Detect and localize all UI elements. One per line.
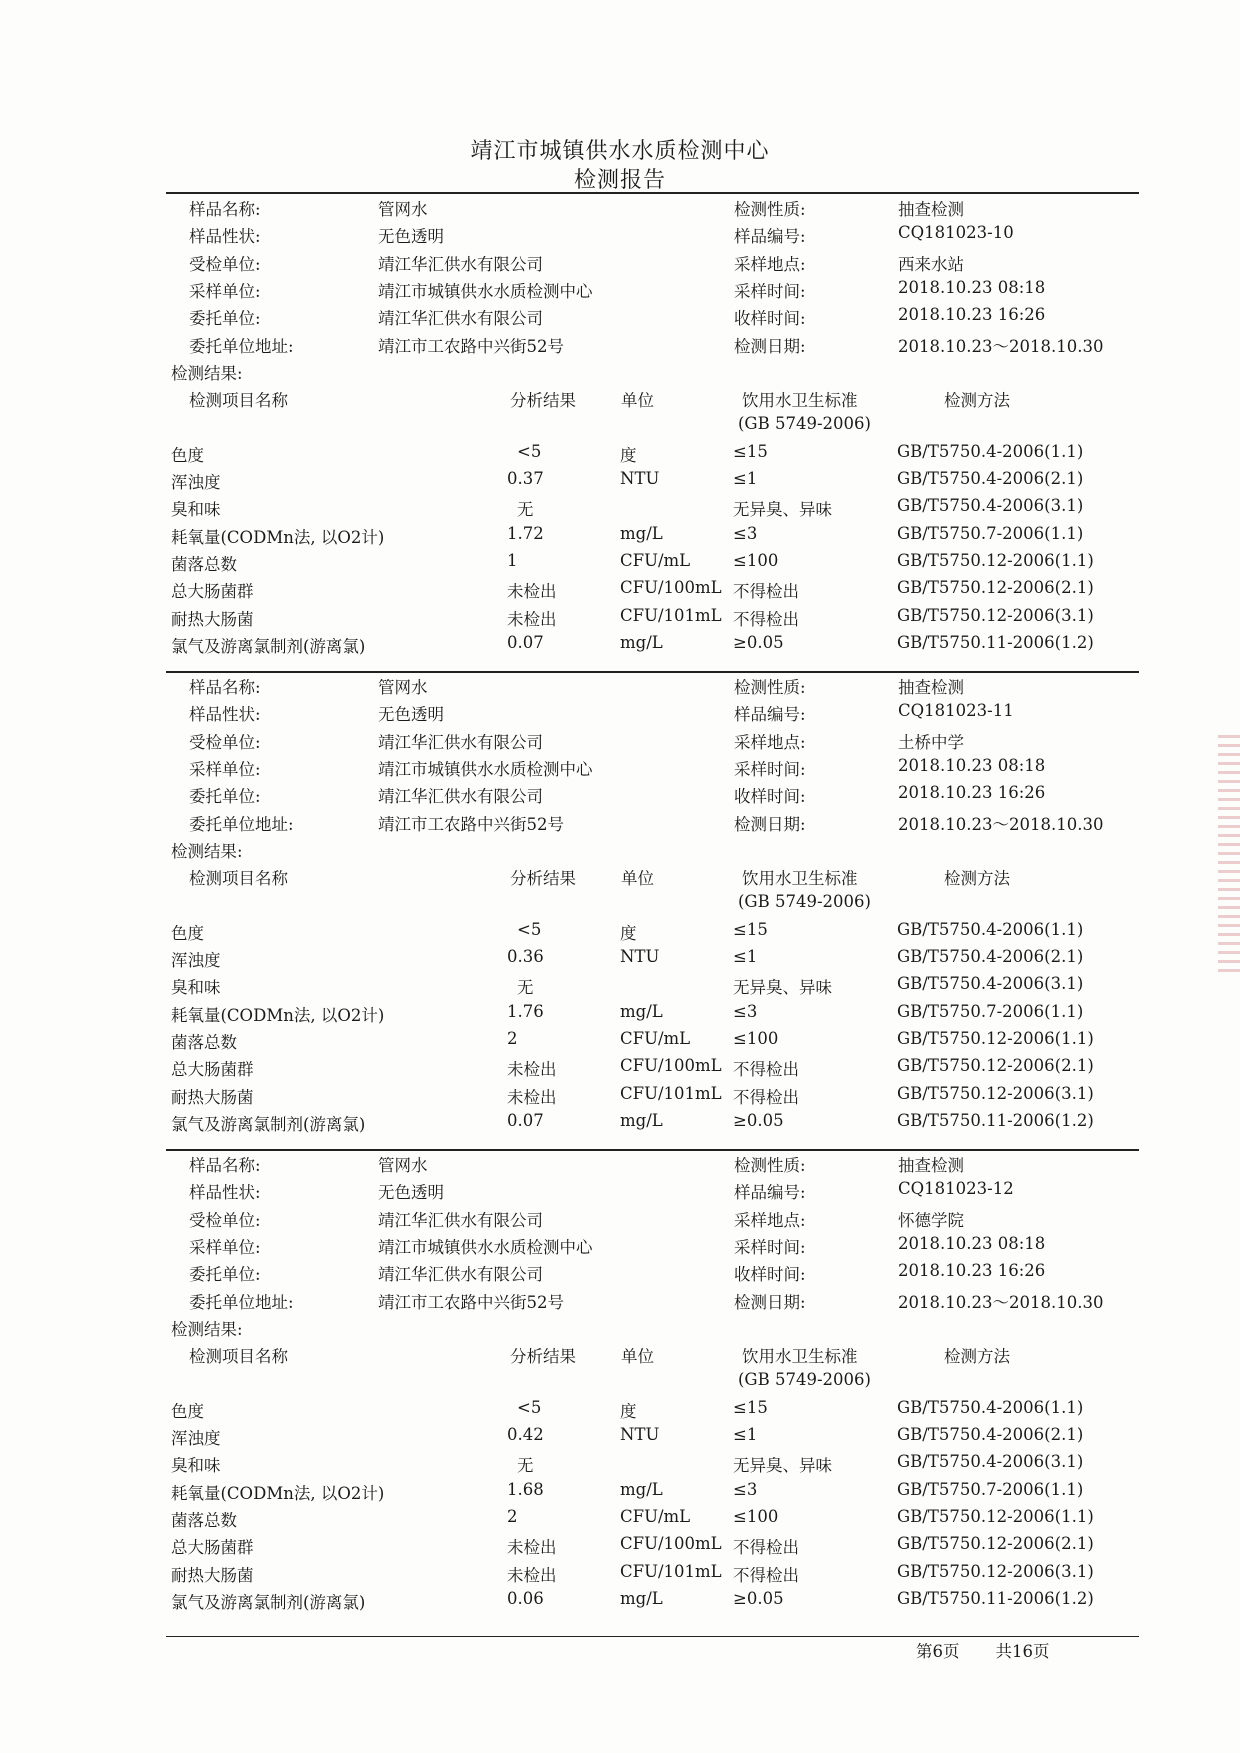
result-row — [0, 524, 1240, 548]
info-label: 采样单位: — [189, 1237, 261, 1257]
item-name: 臭和味 — [171, 1456, 221, 1476]
item-name: 耐热大肠菌 — [171, 1087, 254, 1107]
column-subheader-row — [0, 414, 1240, 438]
info-label: 检测性质: — [734, 678, 806, 697]
column-subheader-row — [0, 892, 1240, 916]
item-method: GB/T5750.12-2006(1.1) — [897, 550, 1094, 570]
seal-edge — [1218, 735, 1240, 975]
item-standard: 无异臭、异味 — [733, 500, 832, 520]
result-row — [0, 1589, 1240, 1613]
column-header: 分析结果 — [510, 1347, 576, 1367]
info-row — [0, 223, 1240, 247]
item-method: GB/T5750.7-2006(1.1) — [897, 1001, 1084, 1021]
column-header: 检测方法 — [944, 391, 1010, 411]
header-rule — [166, 192, 1139, 194]
column-header: 饮用水卫生标准 — [742, 869, 858, 889]
section-rule — [166, 1149, 1139, 1151]
info-value: 2018.10.23 16:26 — [898, 783, 1046, 803]
item-standard: ≤1 — [733, 469, 758, 488]
info-value: 靖江华汇供水有限公司 — [378, 732, 543, 752]
result-row — [0, 1507, 1240, 1531]
item-result: 0.36 — [507, 947, 544, 966]
item-unit: CFU/101mL — [620, 605, 722, 625]
column-header: 分析结果 — [510, 869, 576, 889]
info-row — [0, 305, 1240, 329]
item-result: 0.42 — [507, 1425, 544, 1444]
item-name: 浑浊度 — [171, 951, 221, 970]
info-label: 样品编号: — [734, 705, 806, 725]
info-value: 靖江华汇供水有限公司 — [378, 787, 543, 807]
item-standard: 不得检出 — [733, 1565, 799, 1585]
item-result: 无 — [517, 1456, 534, 1476]
info-label: 样品名称: — [189, 1156, 261, 1175]
result-row — [0, 496, 1240, 520]
info-label: 收样时间: — [734, 1265, 806, 1285]
column-header-row — [0, 1343, 1240, 1367]
item-result: <5 — [517, 1397, 542, 1417]
item-result: 0.06 — [507, 1588, 544, 1608]
item-method: GB/T5750.4-2006(3.1) — [897, 496, 1084, 516]
item-unit: CFU/mL — [620, 550, 691, 570]
info-label: 受检单位: — [189, 1210, 261, 1230]
item-name: 浑浊度 — [171, 1429, 221, 1448]
info-label: 样品性状: — [189, 705, 261, 725]
result-row — [0, 1534, 1240, 1558]
item-result: 0.07 — [507, 1110, 544, 1130]
info-value: 靖江华汇供水有限公司 — [378, 254, 543, 274]
item-method: GB/T5750.4-2006(1.1) — [897, 441, 1084, 461]
column-header: 检测方法 — [944, 1347, 1010, 1367]
item-unit: mg/L — [620, 1001, 663, 1021]
info-label: 检测性质: — [734, 200, 806, 219]
info-label: 受检单位: — [189, 254, 261, 274]
item-name: 耗氧量(CODMn法, 以O2计) — [171, 527, 385, 547]
info-value: 2018.10.23 08:18 — [898, 1233, 1046, 1253]
item-method: GB/T5750.12-2006(3.1) — [897, 605, 1094, 625]
column-header: 单位 — [621, 1347, 654, 1367]
item-standard: ≥0.05 — [733, 632, 784, 652]
item-method: GB/T5750.7-2006(1.1) — [897, 523, 1084, 543]
info-row — [0, 196, 1240, 220]
item-unit: NTU — [620, 1425, 660, 1444]
item-method: GB/T5750.12-2006(3.1) — [897, 1561, 1094, 1581]
column-header: 检测项目名称 — [189, 1347, 288, 1367]
item-unit: 度 — [620, 445, 637, 465]
info-value: 2018.10.23 08:18 — [898, 755, 1046, 775]
item-result: 无 — [517, 500, 534, 520]
item-result: <5 — [517, 441, 542, 461]
item-name: 色度 — [171, 1401, 204, 1421]
item-result: 1.76 — [507, 1001, 544, 1021]
item-unit: 度 — [620, 923, 637, 943]
info-label: 样品性状: — [189, 227, 261, 247]
column-subheader: (GB 5749-2006) — [738, 892, 871, 912]
item-name: 臭和味 — [171, 500, 221, 520]
item-result: 未检出 — [507, 1060, 557, 1080]
result-row — [0, 1029, 1240, 1053]
info-row — [0, 756, 1240, 780]
results-label: 检测结果: — [171, 363, 243, 383]
info-row — [0, 783, 1240, 807]
item-name: 耗氧量(CODMn法, 以O2计) — [171, 1483, 385, 1503]
item-standard: ≤1 — [733, 1425, 758, 1444]
info-value: 抽查检测 — [898, 678, 964, 697]
result-row — [0, 920, 1240, 944]
item-standard: 不得检出 — [733, 609, 799, 629]
item-name: 菌落总数 — [171, 1510, 237, 1530]
info-label: 样品名称: — [189, 678, 261, 697]
item-unit: NTU — [620, 947, 660, 966]
item-standard: ≤15 — [733, 1397, 768, 1417]
page-number: 第6页 — [916, 1642, 960, 1661]
item-result: 未检出 — [507, 1087, 557, 1107]
item-standard: 不得检出 — [733, 1538, 799, 1558]
info-row — [0, 333, 1240, 357]
column-header: 饮用水卫生标准 — [742, 391, 858, 411]
info-value: 靖江市城镇供水水质检测中心 — [378, 1237, 593, 1257]
item-unit: CFU/100mL — [620, 578, 722, 598]
results-heading — [0, 360, 1240, 384]
info-row — [0, 1207, 1240, 1231]
info-value: 靖江华汇供水有限公司 — [378, 309, 543, 329]
result-row — [0, 606, 1240, 630]
results-heading — [0, 1316, 1240, 1340]
info-value: 靖江市城镇供水水质检测中心 — [378, 281, 593, 301]
item-method: GB/T5750.4-2006(1.1) — [897, 919, 1084, 939]
item-standard: ≥0.05 — [733, 1110, 784, 1130]
item-unit: mg/L — [620, 632, 663, 652]
organization-name: 靖江市城镇供水水质检测中心 — [470, 139, 770, 164]
result-row — [0, 1056, 1240, 1080]
item-standard: ≤1 — [733, 947, 758, 966]
item-method: GB/T5750.12-2006(1.1) — [897, 1028, 1094, 1048]
column-header: 分析结果 — [510, 391, 576, 411]
info-value: 管网水 — [378, 200, 428, 219]
results-heading — [0, 838, 1240, 862]
info-label: 采样单位: — [189, 281, 261, 301]
item-unit: NTU — [620, 469, 660, 488]
result-row — [0, 469, 1240, 493]
item-unit: 度 — [620, 1401, 637, 1421]
info-label: 检测日期: — [734, 336, 806, 356]
item-method: GB/T5750.4-2006(3.1) — [897, 974, 1084, 994]
info-label: 委托单位: — [189, 1265, 261, 1285]
info-value: 靖江市工农路中兴街52号 — [378, 336, 564, 356]
item-name: 菌落总数 — [171, 1032, 237, 1052]
item-name: 菌落总数 — [171, 554, 237, 574]
info-label: 委托单位地址: — [189, 814, 294, 834]
column-subheader: (GB 5749-2006) — [738, 414, 871, 434]
item-method: GB/T5750.12-2006(2.1) — [897, 578, 1094, 598]
info-value: 怀德学院 — [898, 1210, 964, 1230]
column-header-row — [0, 387, 1240, 411]
item-result: 未检出 — [507, 1565, 557, 1585]
result-row — [0, 1562, 1240, 1586]
info-row — [0, 811, 1240, 835]
info-value: 无色透明 — [378, 227, 444, 247]
info-row — [0, 1152, 1240, 1176]
section-rule — [166, 671, 1139, 673]
info-value: 靖江市工农路中兴街52号 — [378, 1292, 564, 1312]
result-row — [0, 1084, 1240, 1108]
item-method: GB/T5750.4-2006(2.1) — [897, 469, 1084, 488]
item-name: 氯气及游离氯制剂(游离氯) — [171, 1114, 366, 1134]
report-title: 检测报告 — [573, 168, 666, 193]
item-method: GB/T5750.4-2006(1.1) — [897, 1397, 1084, 1417]
result-row — [0, 1480, 1240, 1504]
item-standard: 无异臭、异味 — [733, 978, 832, 998]
info-label: 受检单位: — [189, 732, 261, 752]
item-result: 1 — [507, 550, 518, 570]
item-method: GB/T5750.4-2006(2.1) — [897, 1425, 1084, 1444]
info-row — [0, 1234, 1240, 1258]
item-unit: CFU/100mL — [620, 1056, 722, 1076]
info-label: 样品性状: — [189, 1183, 261, 1203]
item-name: 氯气及游离氯制剂(游离氯) — [171, 1592, 366, 1612]
info-value: 无色透明 — [378, 705, 444, 725]
item-name: 耐热大肠菌 — [171, 1565, 254, 1585]
column-subheader-row — [0, 1370, 1240, 1394]
item-name: 浑浊度 — [171, 473, 221, 492]
info-value: 无色透明 — [378, 1183, 444, 1203]
result-row — [0, 551, 1240, 575]
info-value: CQ181023-12 — [898, 1179, 1014, 1199]
info-label: 委托单位: — [189, 309, 261, 329]
item-unit: CFU/101mL — [620, 1083, 722, 1103]
info-value: 2018.10.23～2018.10.30 — [898, 814, 1104, 834]
info-value: 靖江市城镇供水水质检测中心 — [378, 759, 593, 779]
info-value: 2018.10.23～2018.10.30 — [898, 1292, 1104, 1312]
item-standard: ≤15 — [733, 441, 768, 461]
item-standard: ≤15 — [733, 919, 768, 939]
info-row — [0, 278, 1240, 302]
page-footer — [916, 1638, 1086, 1662]
column-header: 饮用水卫生标准 — [742, 1347, 858, 1367]
item-name: 氯气及游离氯制剂(游离氯) — [171, 636, 366, 656]
column-header: 单位 — [621, 391, 654, 411]
info-label: 检测性质: — [734, 1156, 806, 1175]
info-value: 靖江市工农路中兴街52号 — [378, 814, 564, 834]
result-row — [0, 974, 1240, 998]
item-standard: ≥0.05 — [733, 1588, 784, 1608]
result-row — [0, 442, 1240, 466]
item-method: GB/T5750.12-2006(3.1) — [897, 1083, 1094, 1103]
item-result: 0.07 — [507, 632, 544, 652]
info-label: 采样时间: — [734, 281, 806, 301]
item-method: GB/T5750.12-2006(2.1) — [897, 1534, 1094, 1554]
info-label: 检测日期: — [734, 1292, 806, 1312]
item-standard: ≤100 — [733, 550, 779, 570]
item-name: 总大肠菌群 — [171, 1538, 254, 1558]
result-row — [0, 1398, 1240, 1422]
item-standard: ≤3 — [733, 1479, 758, 1499]
info-row — [0, 674, 1240, 698]
item-name: 色度 — [171, 445, 204, 465]
info-value: 2018.10.23 16:26 — [898, 1261, 1046, 1281]
info-label: 委托单位地址: — [189, 1292, 294, 1312]
item-unit: mg/L — [620, 1479, 663, 1499]
info-value: CQ181023-10 — [898, 223, 1014, 243]
info-label: 样品编号: — [734, 227, 806, 247]
item-result: <5 — [517, 919, 542, 939]
info-label: 检测日期: — [734, 814, 806, 834]
column-header: 检测项目名称 — [189, 391, 288, 411]
item-name: 总大肠菌群 — [171, 582, 254, 602]
result-row — [0, 578, 1240, 602]
item-name: 总大肠菌群 — [171, 1060, 254, 1080]
info-row — [0, 251, 1240, 275]
info-label: 采样时间: — [734, 759, 806, 779]
info-row — [0, 729, 1240, 753]
result-row — [0, 1452, 1240, 1476]
item-name: 耐热大肠菌 — [171, 609, 254, 629]
item-standard: ≤100 — [733, 1506, 779, 1526]
result-row — [0, 1002, 1240, 1026]
result-row — [0, 1111, 1240, 1135]
item-name: 耗氧量(CODMn法, 以O2计) — [171, 1005, 385, 1025]
item-result: 无 — [517, 978, 534, 998]
results-label: 检测结果: — [171, 841, 243, 861]
info-label: 采样地点: — [734, 1210, 806, 1230]
info-row — [0, 701, 1240, 725]
result-row — [0, 1425, 1240, 1449]
info-label: 样品编号: — [734, 1183, 806, 1203]
info-value: 抽查检测 — [898, 1156, 964, 1175]
item-method: GB/T5750.11-2006(1.2) — [897, 1110, 1094, 1130]
info-value: CQ181023-11 — [898, 701, 1014, 721]
info-label: 收样时间: — [734, 309, 806, 329]
info-label: 采样地点: — [734, 732, 806, 752]
item-name: 臭和味 — [171, 978, 221, 998]
item-method: GB/T5750.4-2006(3.1) — [897, 1452, 1084, 1472]
info-label: 样品名称: — [189, 200, 261, 219]
info-value: 靖江华汇供水有限公司 — [378, 1265, 543, 1285]
footer-rule — [166, 1636, 1139, 1637]
item-unit: mg/L — [620, 1110, 663, 1130]
item-result: 1.68 — [507, 1479, 544, 1499]
page-total: 共16页 — [995, 1642, 1050, 1661]
item-result: 未检出 — [507, 609, 557, 629]
item-method: GB/T5750.11-2006(1.2) — [897, 632, 1094, 652]
item-result: 2 — [507, 1506, 518, 1526]
item-result: 0.37 — [507, 469, 544, 488]
item-result: 未检出 — [507, 1538, 557, 1558]
info-label: 采样时间: — [734, 1237, 806, 1257]
item-method: GB/T5750.12-2006(1.1) — [897, 1506, 1094, 1526]
info-label: 收样时间: — [734, 787, 806, 807]
item-unit: CFU/mL — [620, 1028, 691, 1048]
info-value: 抽查检测 — [898, 200, 964, 219]
info-label: 采样地点: — [734, 254, 806, 274]
results-label: 检测结果: — [171, 1319, 243, 1339]
info-value: 2018.10.23 08:18 — [898, 277, 1046, 297]
item-standard: 无异臭、异味 — [733, 1456, 832, 1476]
column-header: 检测项目名称 — [189, 869, 288, 889]
item-unit: mg/L — [620, 1588, 663, 1608]
item-name: 色度 — [171, 923, 204, 943]
info-row — [0, 1179, 1240, 1203]
column-header-row — [0, 865, 1240, 889]
item-standard: ≤3 — [733, 523, 758, 543]
item-unit: CFU/100mL — [620, 1534, 722, 1554]
item-method: GB/T5750.12-2006(2.1) — [897, 1056, 1094, 1076]
info-row — [0, 1261, 1240, 1285]
column-header: 单位 — [621, 869, 654, 889]
info-label: 委托单位地址: — [189, 336, 294, 356]
item-standard: ≤3 — [733, 1001, 758, 1021]
item-standard: ≤100 — [733, 1028, 779, 1048]
info-value: 2018.10.23 16:26 — [898, 305, 1046, 325]
item-standard: 不得检出 — [733, 582, 799, 602]
item-unit: CFU/mL — [620, 1506, 691, 1526]
info-label: 委托单位: — [189, 787, 261, 807]
item-method: GB/T5750.11-2006(1.2) — [897, 1588, 1094, 1608]
item-result: 1.72 — [507, 523, 544, 543]
info-value: 2018.10.23～2018.10.30 — [898, 336, 1104, 356]
info-value: 靖江华汇供水有限公司 — [378, 1210, 543, 1230]
item-method: GB/T5750.7-2006(1.1) — [897, 1479, 1084, 1499]
item-standard: 不得检出 — [733, 1087, 799, 1107]
info-row — [0, 1289, 1240, 1313]
info-value: 管网水 — [378, 678, 428, 697]
result-row — [0, 633, 1240, 657]
item-standard: 不得检出 — [733, 1060, 799, 1080]
item-method: GB/T5750.4-2006(2.1) — [897, 947, 1084, 966]
item-unit: CFU/101mL — [620, 1561, 722, 1581]
info-label: 采样单位: — [189, 759, 261, 779]
item-result: 2 — [507, 1028, 518, 1048]
info-value: 管网水 — [378, 1156, 428, 1175]
item-result: 未检出 — [507, 582, 557, 602]
column-subheader: (GB 5749-2006) — [738, 1370, 871, 1390]
info-value: 西来水站 — [898, 254, 964, 274]
info-value: 土桥中学 — [898, 732, 964, 752]
column-header: 检测方法 — [944, 869, 1010, 889]
item-unit: mg/L — [620, 523, 663, 543]
result-row — [0, 947, 1240, 971]
